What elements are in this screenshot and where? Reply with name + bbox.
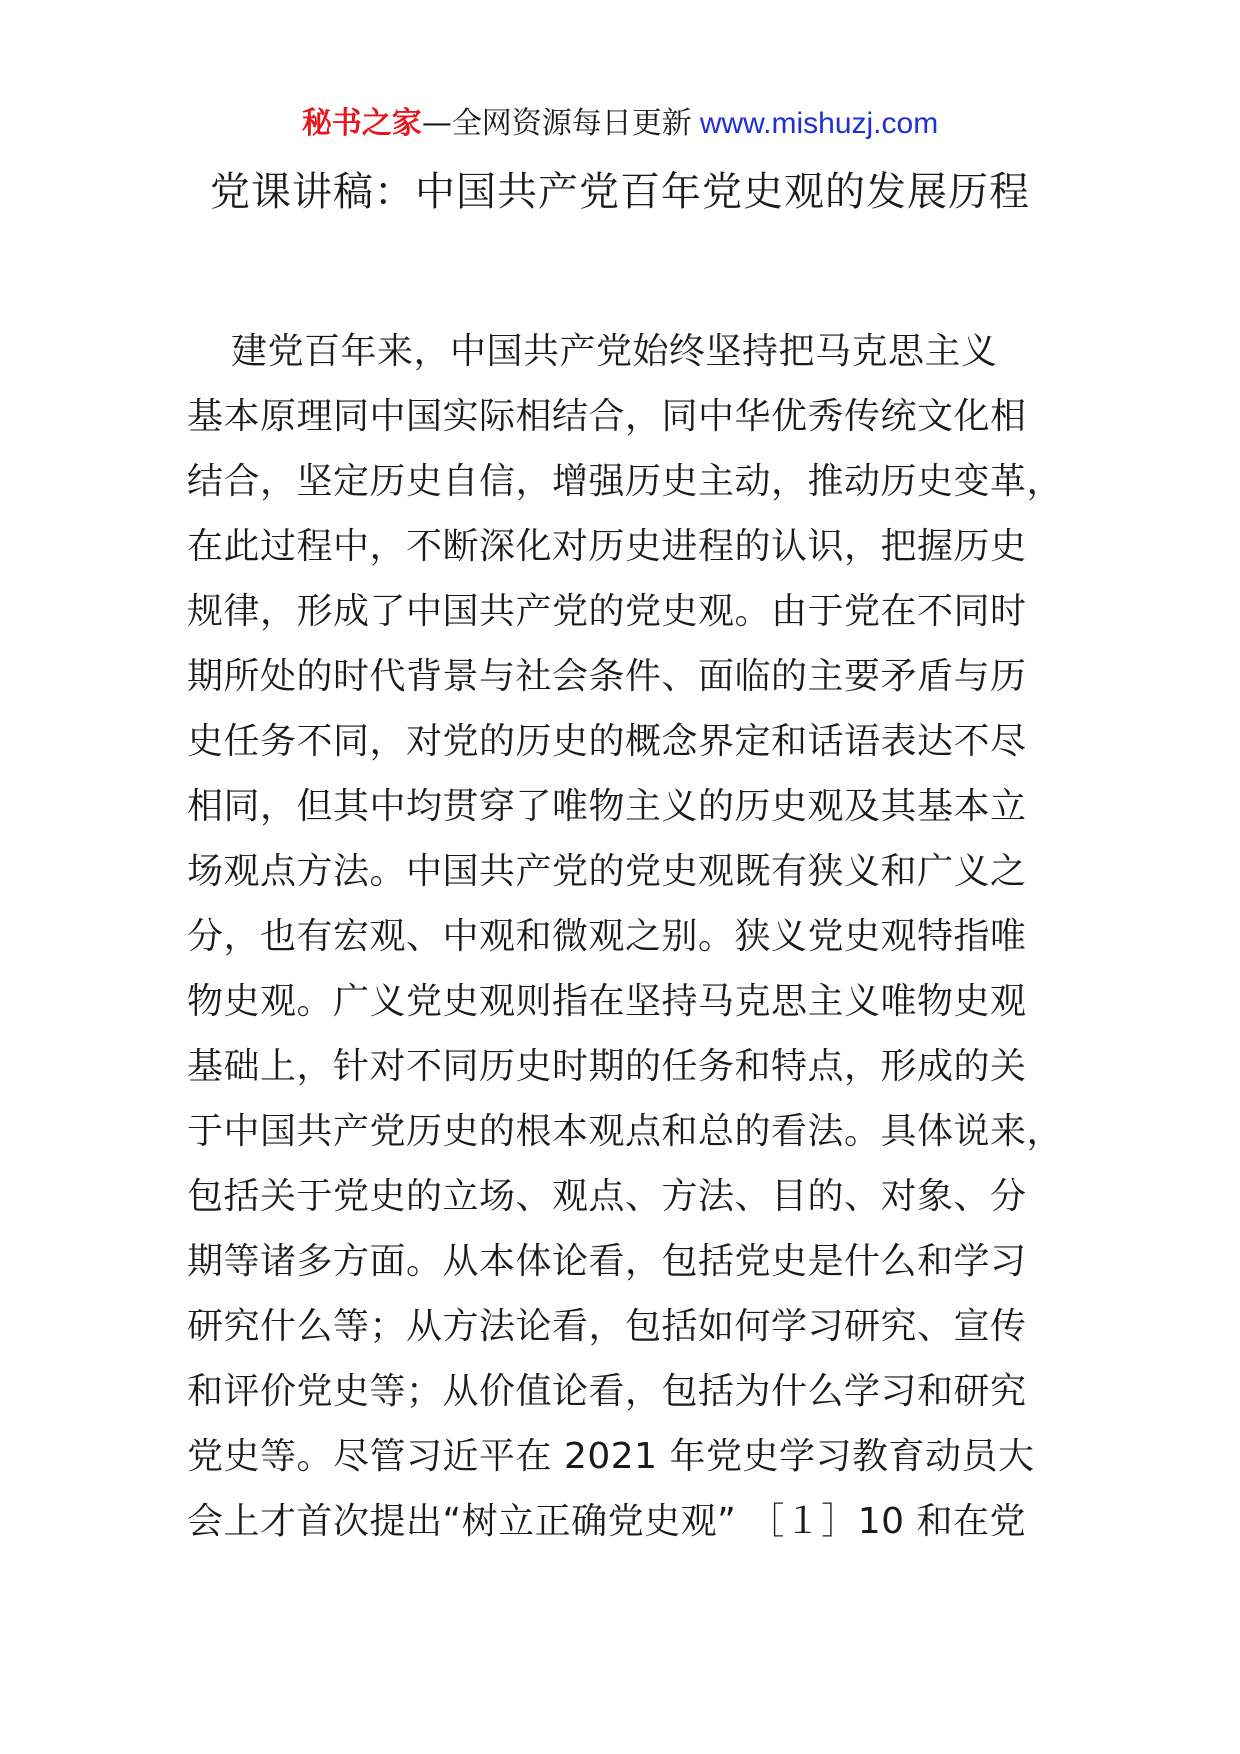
paragraph-line: 场观点方法。中国共产党的党史观既有狭义和广义之 xyxy=(187,851,1027,892)
paragraph-line: 会上才首次提出“树立正确党史观” ［１］10 和在党 xyxy=(187,1501,1026,1542)
paragraph-line: 研究什么等；从方法论看，包括如何学习研究、宣传 xyxy=(187,1306,1027,1347)
paragraph-line: 党史等。尽管习近平在 2021 年党史学习教育动员大 xyxy=(187,1436,1035,1477)
site-header xyxy=(0,100,1240,148)
paragraph-line: 期所处的时代背景与社会条件、面临的主要矛盾与历 xyxy=(187,656,1027,697)
paragraph-line: 结合，坚定历史自信，增强历史主动，推动历史变革， xyxy=(187,461,1064,502)
paragraph-line: 建党百年来，中国共产党始终坚持把马克思主义 xyxy=(231,331,998,372)
paragraph-line: 期等诸多方面。从本体论看，包括党史是什么和学习 xyxy=(187,1241,1027,1282)
paragraph-line: 相同，但其中均贯穿了唯物主义的历史观及其基本立 xyxy=(187,786,1027,827)
paragraph-line: 在此过程中，不断深化对历史进程的认识，把握历史 xyxy=(187,526,1027,567)
site-url-link[interactable]: www.mishuzj.com xyxy=(699,107,939,140)
paragraph-line: 基础上，针对不同历史时期的任务和特点，形成的关 xyxy=(187,1046,1027,1087)
paragraph-line: 规律，形成了中国共产党的党史观。由于党在不同时 xyxy=(187,591,1027,632)
paragraph-line: 包括关于党史的立场、观点、方法、目的、对象、分 xyxy=(187,1176,1027,1217)
paragraph-line: 分，也有宏观、中观和微观之别。狭义党史观特指唯 xyxy=(187,916,1027,957)
paragraph-line: 于中国共产党历史的根本观点和总的看法。具体说来， xyxy=(187,1111,1064,1152)
body-paragraph xyxy=(187,319,1077,1554)
paragraph-line: 基本原理同中国实际相结合，同中华优秀传统文化相 xyxy=(187,396,1027,437)
brand-name: 秘书之家 xyxy=(301,106,422,141)
paragraph-line: 史任务不同，对党的历史的概念界定和话语表达不尽 xyxy=(187,721,1027,762)
document-title: 党课讲稿：中国共产党百年党史观的发展历程 xyxy=(210,169,1030,215)
header-tagline: —全网资源每日更新 xyxy=(421,106,692,141)
paragraph-line: 和评价党史等；从价值论看，包括为什么学习和研究 xyxy=(187,1371,1027,1412)
paragraph-line: 物史观。广义党史观则指在坚持马克思主义唯物史观 xyxy=(187,981,1027,1022)
